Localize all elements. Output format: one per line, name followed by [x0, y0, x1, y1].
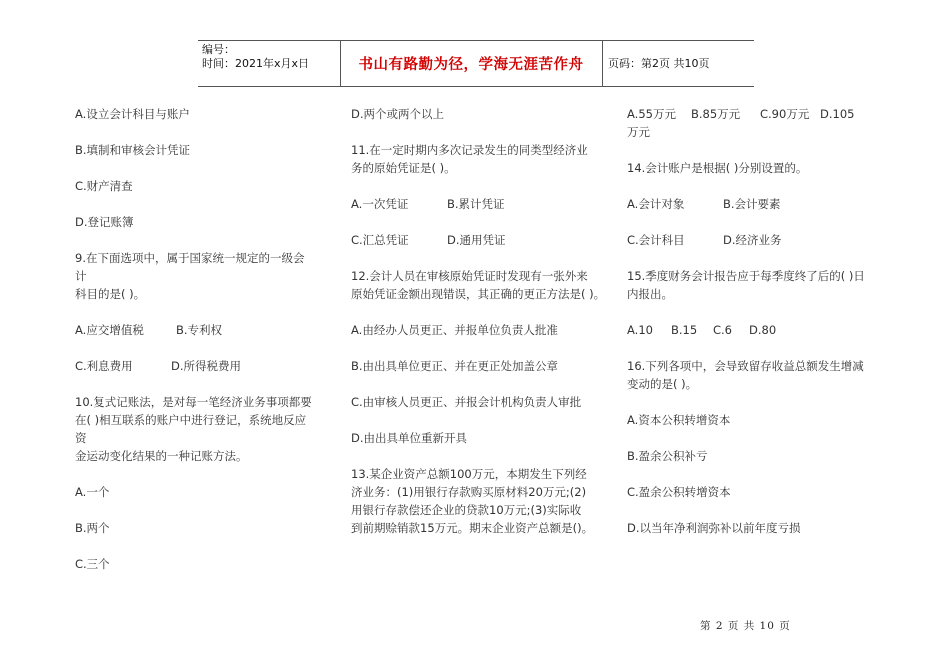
option-b: B.累计凭证 [447, 197, 505, 211]
question-line: 9.在下面选项中，属于国家统一规定的一级会计 [75, 251, 305, 283]
option-line: 万元 [627, 125, 650, 139]
option-line: C.财产清查 [75, 179, 133, 193]
option-line: B.由出具单位更正、并在更正处加盖公章 [351, 359, 559, 373]
question-line: 10.复式记账法，是对每一笔经济业务事项都要 [75, 395, 312, 409]
option-d: D.经济业务 [723, 233, 782, 247]
option-line: A.资本公积转增资本 [627, 413, 731, 427]
question-line: 12.会计人员在审核原始凭证时发现有一张外来 [351, 269, 588, 283]
header-bottom-rule [198, 86, 754, 87]
question-line: 金运动变化结果的一种记账方法。 [75, 449, 248, 463]
question-line: 原始凭证金额出现错误，其正确的更正方法是( )。 [351, 287, 606, 301]
question-line: 济业务：(1)用银行存款购买原材料20万元;(2) [351, 485, 587, 499]
page-footer: 第 2 页 共 10 页 [700, 620, 791, 632]
option-row [351, 195, 606, 213]
question-line: 在( )相互联系的账户中进行登记，系统地反应资 [75, 413, 307, 445]
option-d: D.80 [749, 323, 777, 337]
option-line: A.由经办人员更正、并报单位负责人批准 [351, 323, 558, 337]
option-b: B.85万元 [691, 107, 741, 121]
option-line: D.以当年净利润弥补以前年度亏损 [627, 521, 801, 535]
option-line: D.登记账簿 [75, 215, 134, 229]
question-line: 用银行存款偿还企业的贷款10万元;(3)实际收 [351, 503, 582, 517]
option-a: A.会计对象 [627, 197, 685, 211]
option-a: A.应交增值税 [75, 323, 144, 337]
option-b: B.专利权 [176, 323, 223, 337]
option-row [75, 321, 315, 339]
option-line: A.设立会计科目与账户 [75, 107, 190, 121]
question-line: 变动的是( )。 [627, 377, 698, 391]
question-line: 务的原始凭证是( )。 [351, 161, 456, 175]
option-b: B.会计要素 [723, 197, 781, 211]
option-d: D.所得税费用 [171, 359, 242, 373]
column-left [75, 100, 315, 573]
question-line: 内报出。 [627, 287, 673, 301]
option-d: D.105 [820, 107, 855, 121]
option-row [627, 105, 877, 123]
header-number-label: 编号： [202, 43, 235, 56]
option-c: C.6 [713, 323, 733, 337]
option-c: C.会计科目 [627, 233, 685, 247]
option-line: C.由审核人员更正、并报会计机构负责人审批 [351, 395, 582, 409]
column-middle [351, 100, 606, 537]
option-row [351, 231, 606, 249]
option-row [627, 321, 877, 339]
option-c: C.90万元 [760, 107, 810, 121]
question-line: 13.某企业资产总额100万元，本期发生下列经 [351, 467, 587, 481]
option-line: D.由出具单位重新开具 [351, 431, 468, 445]
option-row [627, 231, 877, 249]
header-divider-right [602, 40, 603, 87]
option-line: B.填制和审核会计凭证 [75, 143, 191, 157]
header-time-label: 时间：2021年x月x日 [202, 57, 310, 70]
question-line: 到前期赊销款15万元。期末企业资产总额是()。 [351, 521, 594, 535]
option-line: C.三个 [75, 557, 110, 571]
option-row [75, 357, 315, 375]
question-line: 14.会计账户是根据( )分别设置的。 [627, 161, 808, 175]
option-d: D.通用凭证 [447, 233, 506, 247]
option-a: A.10 [627, 323, 653, 337]
column-right [627, 100, 877, 537]
option-b: B.15 [671, 323, 698, 337]
option-line: A.一个 [75, 485, 110, 499]
question-line: 11.在一定时期内多次记录发生的同类型经济业 [351, 143, 588, 157]
question-line: 科目的是( )。 [75, 287, 146, 301]
question-line: 16.下列各项中，会导致留存收益总额发生增减 [627, 359, 864, 373]
option-a: A.55万元 [627, 107, 676, 121]
header-motto: 书山有路勤为径，学海无涯苦作舟 [358, 55, 584, 73]
option-a: A.一次凭证 [351, 197, 409, 211]
option-line: B.盈余公积补亏 [627, 449, 708, 463]
option-c: C.汇总凭证 [351, 233, 409, 247]
option-line: D.两个或两个以上 [351, 107, 445, 121]
option-c: C.利息费用 [75, 359, 133, 373]
option-line: B.两个 [75, 521, 110, 535]
option-line: C.盈余公积转增资本 [627, 485, 731, 499]
option-row [627, 195, 877, 213]
question-line: 15.季度财务会计报告应于每季度终了后的( )日 [627, 269, 865, 283]
header-page-code: 页码：第2页 共10页 [608, 57, 710, 70]
